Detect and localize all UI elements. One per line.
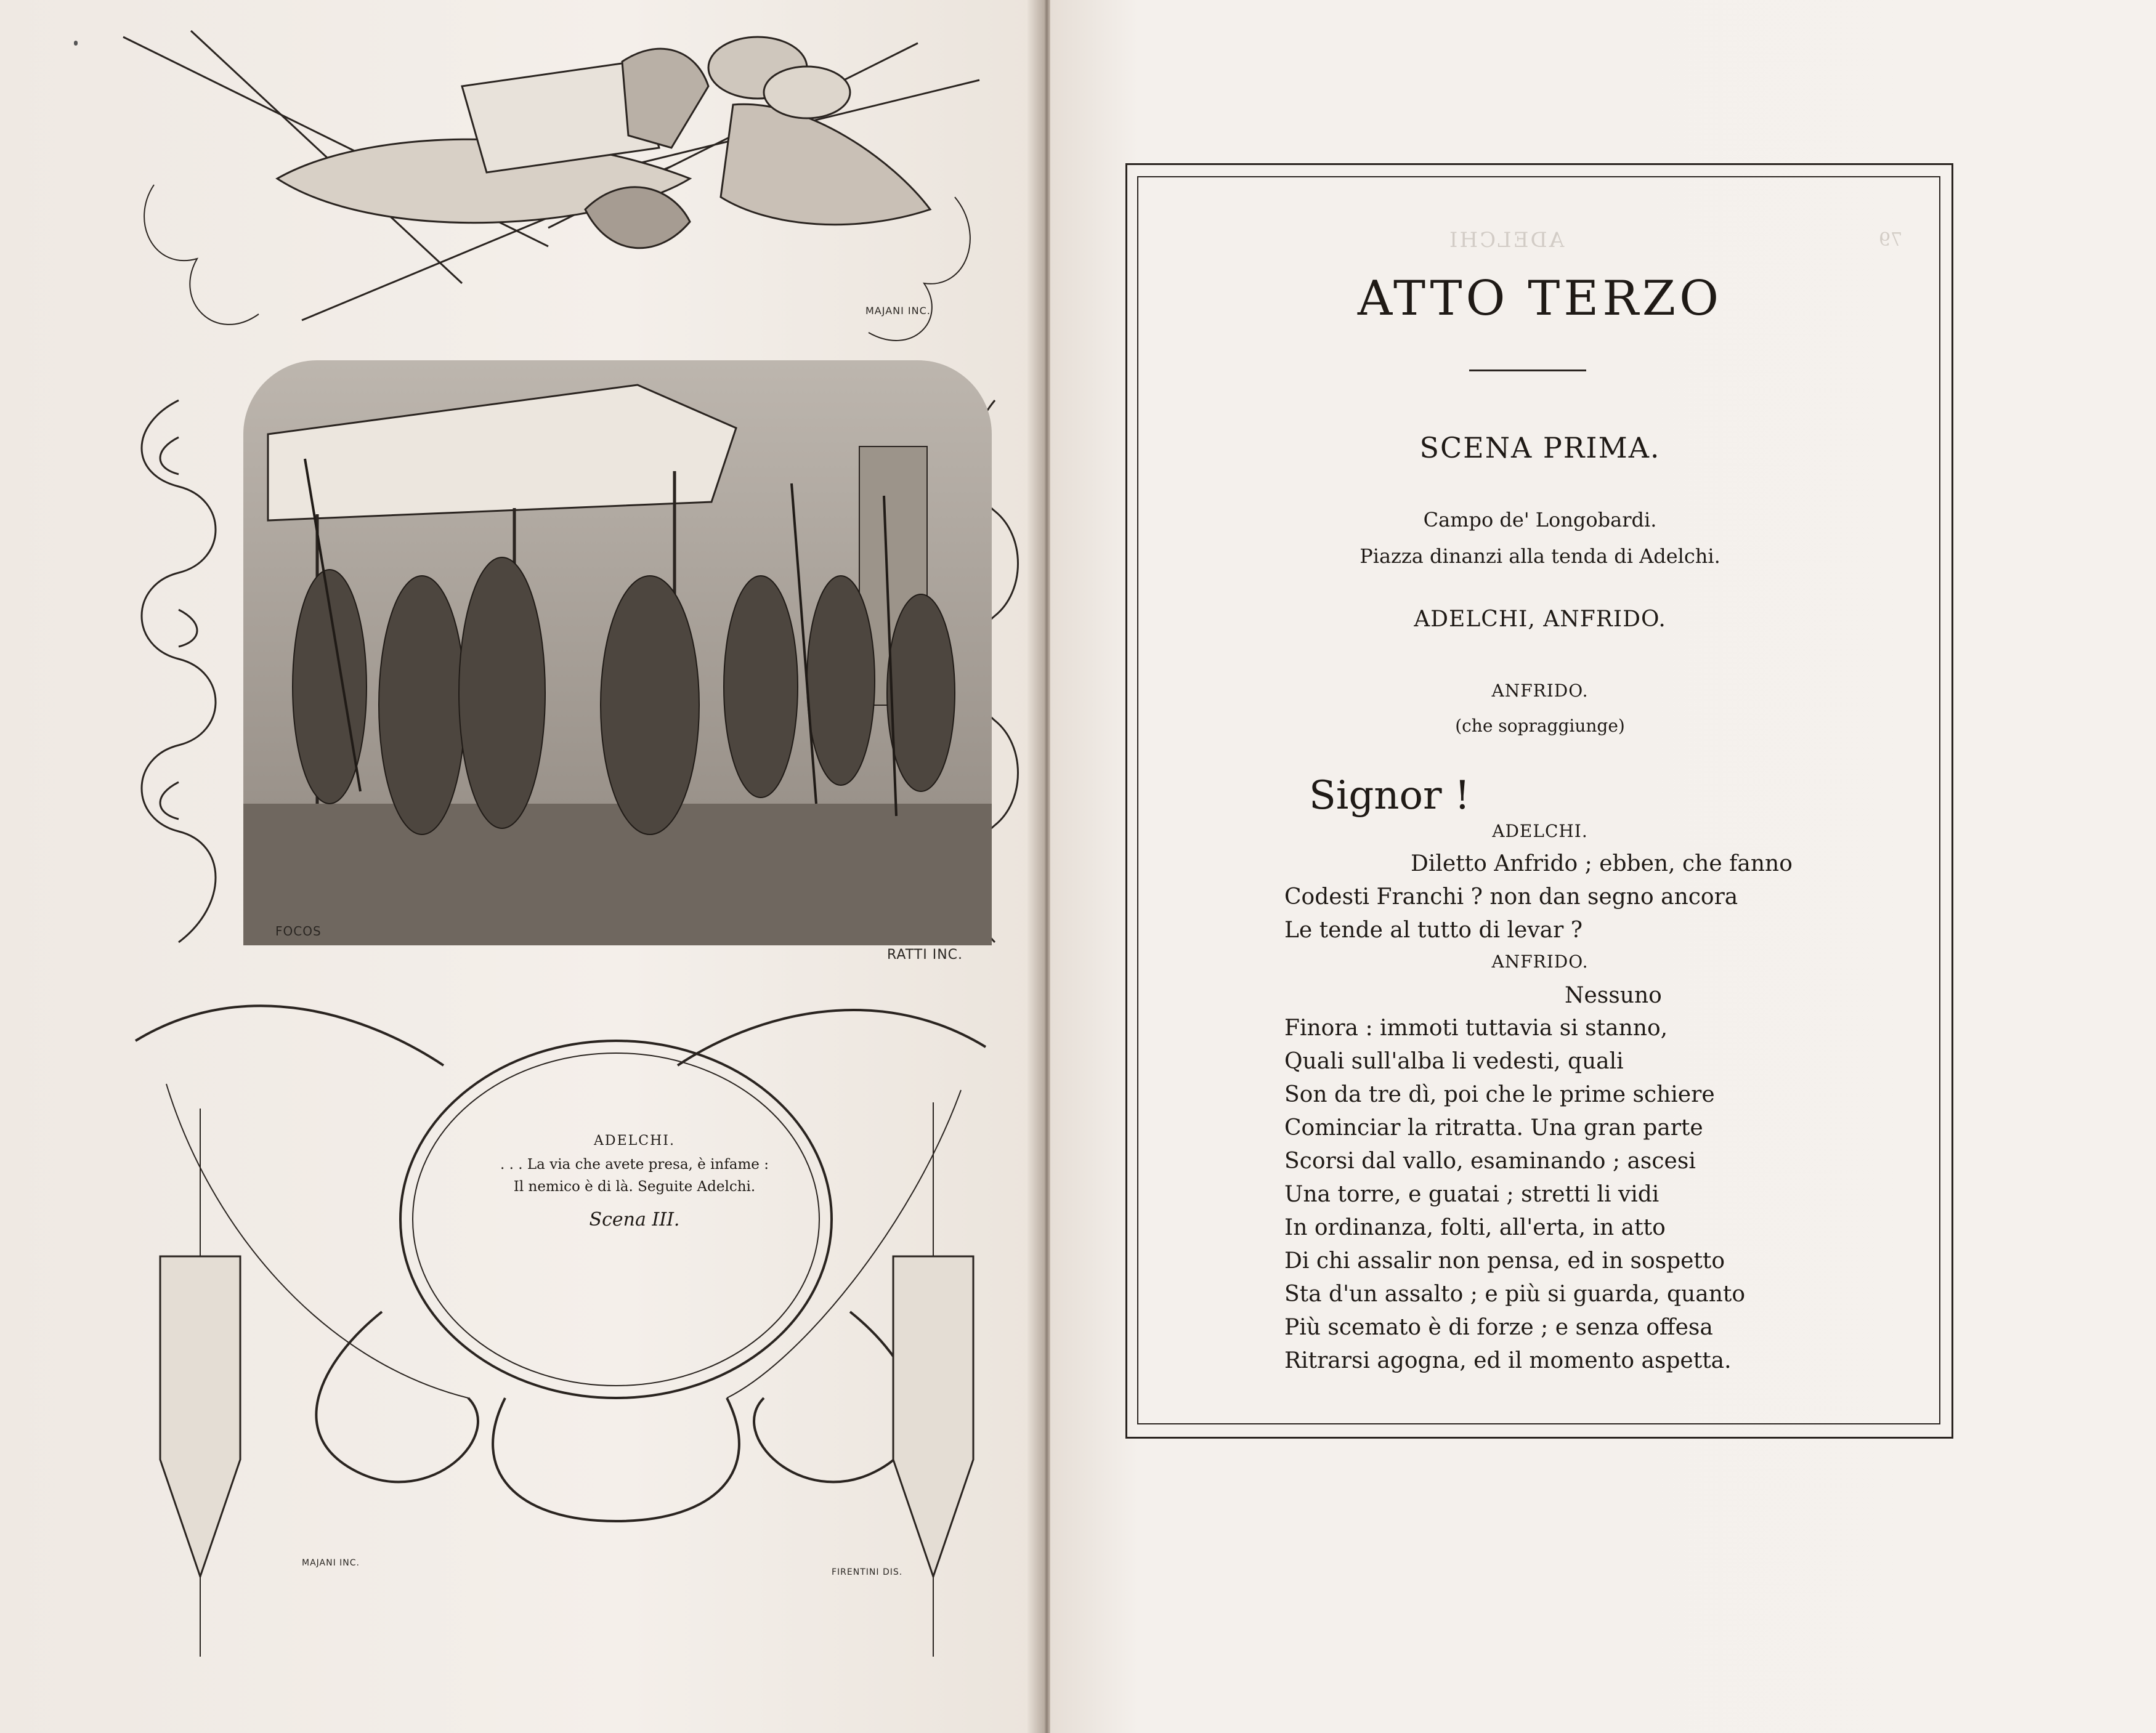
speaker-label: ANFRIDO. — [1491, 951, 1589, 972]
scene-credit-right: RATTI INC. — [887, 947, 963, 963]
trophy-engraving — [117, 25, 992, 370]
verse-line: Nessuno — [1565, 983, 1662, 1008]
bleed-through-header: ADELCHI — [1448, 228, 1565, 252]
verse-line: Scorsi dal vallo, esaminando ; ascesi — [1284, 1149, 1696, 1174]
left-scroll-ornament — [117, 388, 240, 967]
scene-credit-left: FOCOS — [275, 924, 322, 939]
scene-engraving — [243, 360, 992, 945]
character-list: ADELCHI, ANFRIDO. — [1414, 607, 1666, 632]
verse-line: Finora : immoti tuttavia si stanno, — [1284, 1016, 1668, 1041]
cartouche-ornament — [123, 967, 998, 1663]
bleed-through-page-number: 79 — [1879, 229, 1903, 251]
caption-line: Il nemico è di là. Seguite Adelchi. — [513, 1179, 756, 1195]
top-engraving-credit: MAJANI INC. — [865, 305, 931, 317]
caption-scene: Scena III. — [589, 1209, 680, 1230]
verse-line: Ritrarsi agogna, ed il momento aspetta. — [1284, 1348, 1732, 1373]
engraving-caption — [499, 1133, 770, 1230]
stage-direction: (che sopraggiunge) — [1455, 716, 1625, 736]
verse-line: Di chi assalir non pensa, ed in sospetto — [1284, 1248, 1725, 1274]
location-line: Piazza dinanzi alla tenda di Adelchi. — [1360, 544, 1720, 568]
verse-line-signor: Signor ! — [1309, 773, 1470, 818]
location-line: Campo de' Longobardi. — [1423, 508, 1657, 531]
verse-line: In ordinanza, folti, all'erta, in atto — [1284, 1215, 1666, 1240]
bottom-credit-right: FIRENTINI DIS. — [832, 1567, 903, 1577]
verse-line: Sta d'un assalto ; e più si guarda, quanto — [1284, 1282, 1746, 1307]
verse-line: Cominciar la ritratta. Una gran parte — [1284, 1115, 1703, 1141]
left-page — [0, 0, 1041, 1733]
caption-line: . . . La via che avete presa, è infame : — [500, 1157, 769, 1173]
verse-line: Diletto Anfrido ; ebben, che fanno — [1411, 851, 1793, 876]
speaker-label: ADELCHI. — [1492, 821, 1588, 841]
speaker-label: ANFRIDO. — [1491, 681, 1589, 701]
verse-line: Le tende al tutto di levar ? — [1284, 918, 1583, 943]
verse-line: Più scemato è di forze ; e senza offesa — [1284, 1315, 1713, 1340]
pin-mark — [74, 41, 78, 46]
verse-line: Codesti Franchi ? non dan segno ancora — [1284, 884, 1738, 910]
verse-line: Son da tre dì, poi che le prime schiere — [1284, 1082, 1715, 1107]
verse-line: Una torre, e guatai ; stretti li vidi — [1284, 1182, 1660, 1207]
scene-title: SCENA PRIMA. — [1419, 431, 1661, 464]
act-title: ATTO TERZO — [1357, 271, 1723, 326]
title-rule — [1469, 370, 1586, 371]
verse-line: Quali sull'alba li vedesti, quali — [1284, 1049, 1624, 1074]
caption-speaker: ADELCHI. — [594, 1133, 675, 1149]
bottom-credit-left: MAJANI INC. — [302, 1558, 360, 1568]
